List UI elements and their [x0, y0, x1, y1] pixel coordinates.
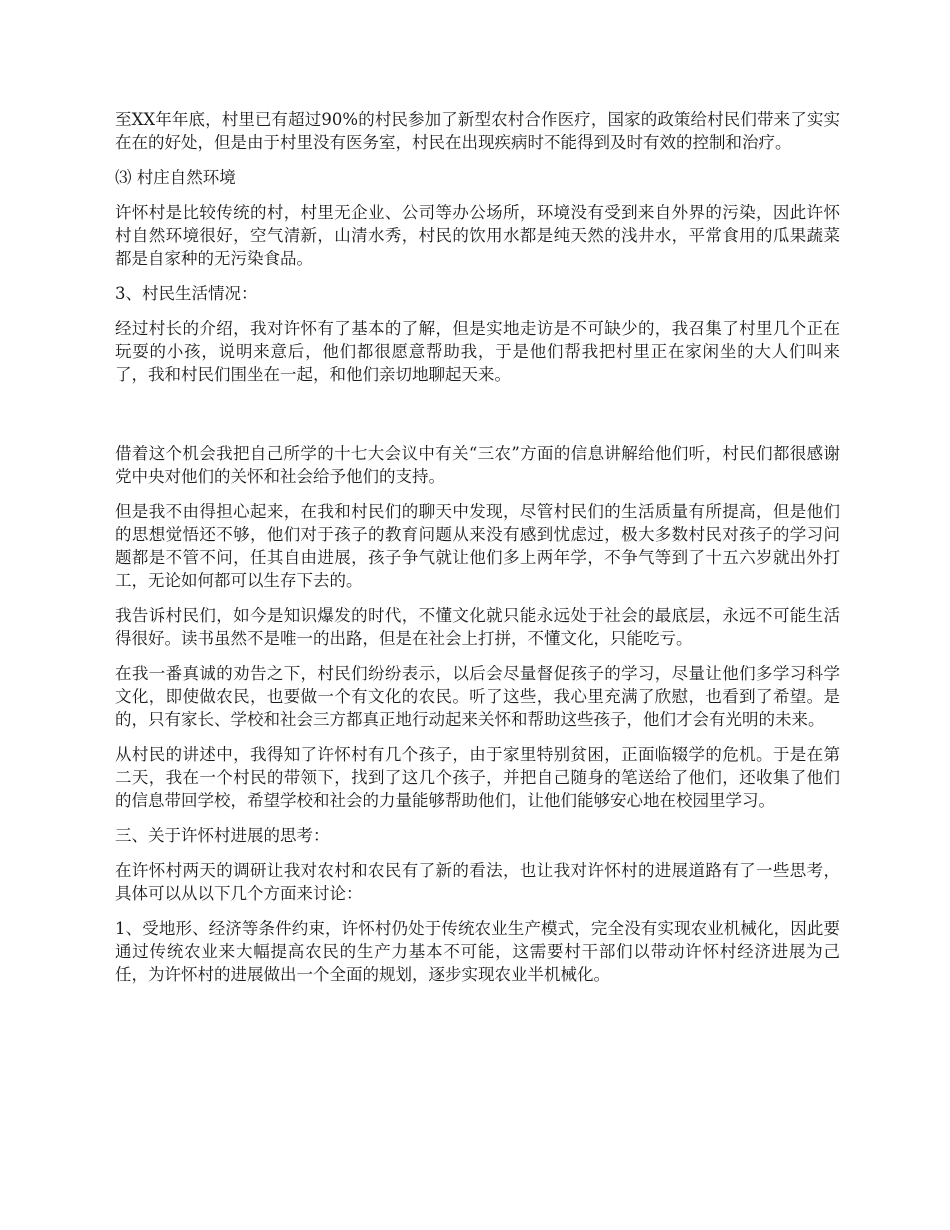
paragraph-spacer: [115, 398, 840, 442]
paragraph-poor-children: 从村民的讲述中，我得知了许怀村有几个孩子，由于家里特别贫困，正面临辍学的危机。于是在第二天，我在一个村民的带领下，找到了这几个孩子，并把自己随身的笔送给了他们，还收集了他们的信息带回学校，希望学校和社会的力量能够帮助他们，让他们能够安心地在校园里学习。: [115, 745, 840, 810]
paragraph-three-rural: 借着这个机会我把自己所学的十七大会议中有关“三农”方面的信息讲解给他们听，村民们都很感谢党中央对他们的关怀和社会给予他们的支持。: [115, 444, 840, 486]
subheading-natural-environment: ⑶ 村庄自然环境: [115, 168, 236, 187]
paragraph-medical-insurance: 至XX年年底，村里已有超过90%的村民参加了新型农村合作医疗，国家的政策给村民们带来了实实在在的好处，但是由于村里没有医务室，村民在出现疾病时不能得到及时有效的控制和治疗。: [115, 110, 840, 152]
document-body: [115, 108, 840, 998]
paragraph-environment: 许怀村是比较传统的村，村里无企业、公司等办公场所，环境没有受到来自外界的污染，因此许怀村自然环境很好，空气清新，山清水秀，村民的饮用水都是纯天然的浅井水，平常食用的瓜果蔬菜都是自家种的无污染食品。: [115, 203, 840, 268]
paragraph-persuasion: 在我一番真诚的劝告之下，村民们纷纷表示，以后会尽量督促孩子的学习，尽量让他们多学习科学文化，即使做农民，也要做一个有文化的农民。听了这些，我心里充满了欣慰，也看到了希望。是的，只有家长、学校和社会三方都真正地行动起来关怀和帮助这些孩子，他们才会有光明的未来。: [115, 664, 840, 729]
subheading-villager-life: 3、村民生活情况：: [115, 284, 258, 303]
heading-development-thoughts: 三、关于许怀村进展的思考：: [115, 826, 330, 845]
paragraph-village-visit: 经过村长的介绍，我对许怀有了基本的了解，但是实地走访是不可缺少的，我召集了村里几个正在玩耍的小孩，说明来意后，他们都很愿意帮助我，于是他们帮我把村里正在家闲坐的大人们叫来了，我和村民们围坐在一起，和他们亲切地聊起天来。: [115, 319, 840, 384]
paragraph-research-reflection: 在许怀村两天的调研让我对农村和农民有了新的看法，也让我对许怀村的进展道路有了一些思考，具体可以从以下几个方面来讨论：: [115, 861, 840, 903]
paragraph-knowledge-era: 我告诉村民们，如今是知识爆发的时代，不懂文化就只能永远处于社会的最底层，永远不可能生活得很好。读书虽然不是唯一的出路，但是在社会上打拼，不懂文化，只能吃亏。: [115, 606, 840, 648]
paragraph-education-concern: 但是我不由得担心起来，在我和村民们的聊天中发现，尽管村民们的生活质量有所提高，但是他们的思想觉悟还不够，他们对于孩子的教育问题从来没有感到忧虑过，极大多数村民对孩子的学习问题都是不管不问，任其自由进展，孩子争气就让他们多上两年学，不争气等到了十五六岁就出外打工，无论如何都可以生存下去的。: [115, 502, 840, 590]
paragraph-mechanization: 1、受地形、经济等条件约束，许怀村仍处于传统农业生产模式，完全没有实现农业机械化，因此要通过传统农业来大幅提高农民的生产力基本不可能，这需要村干部们以带动许怀村经济进展为己任，为许怀村的进展做出一个全面的规划，逐步实现农业半机械化。: [115, 919, 840, 984]
